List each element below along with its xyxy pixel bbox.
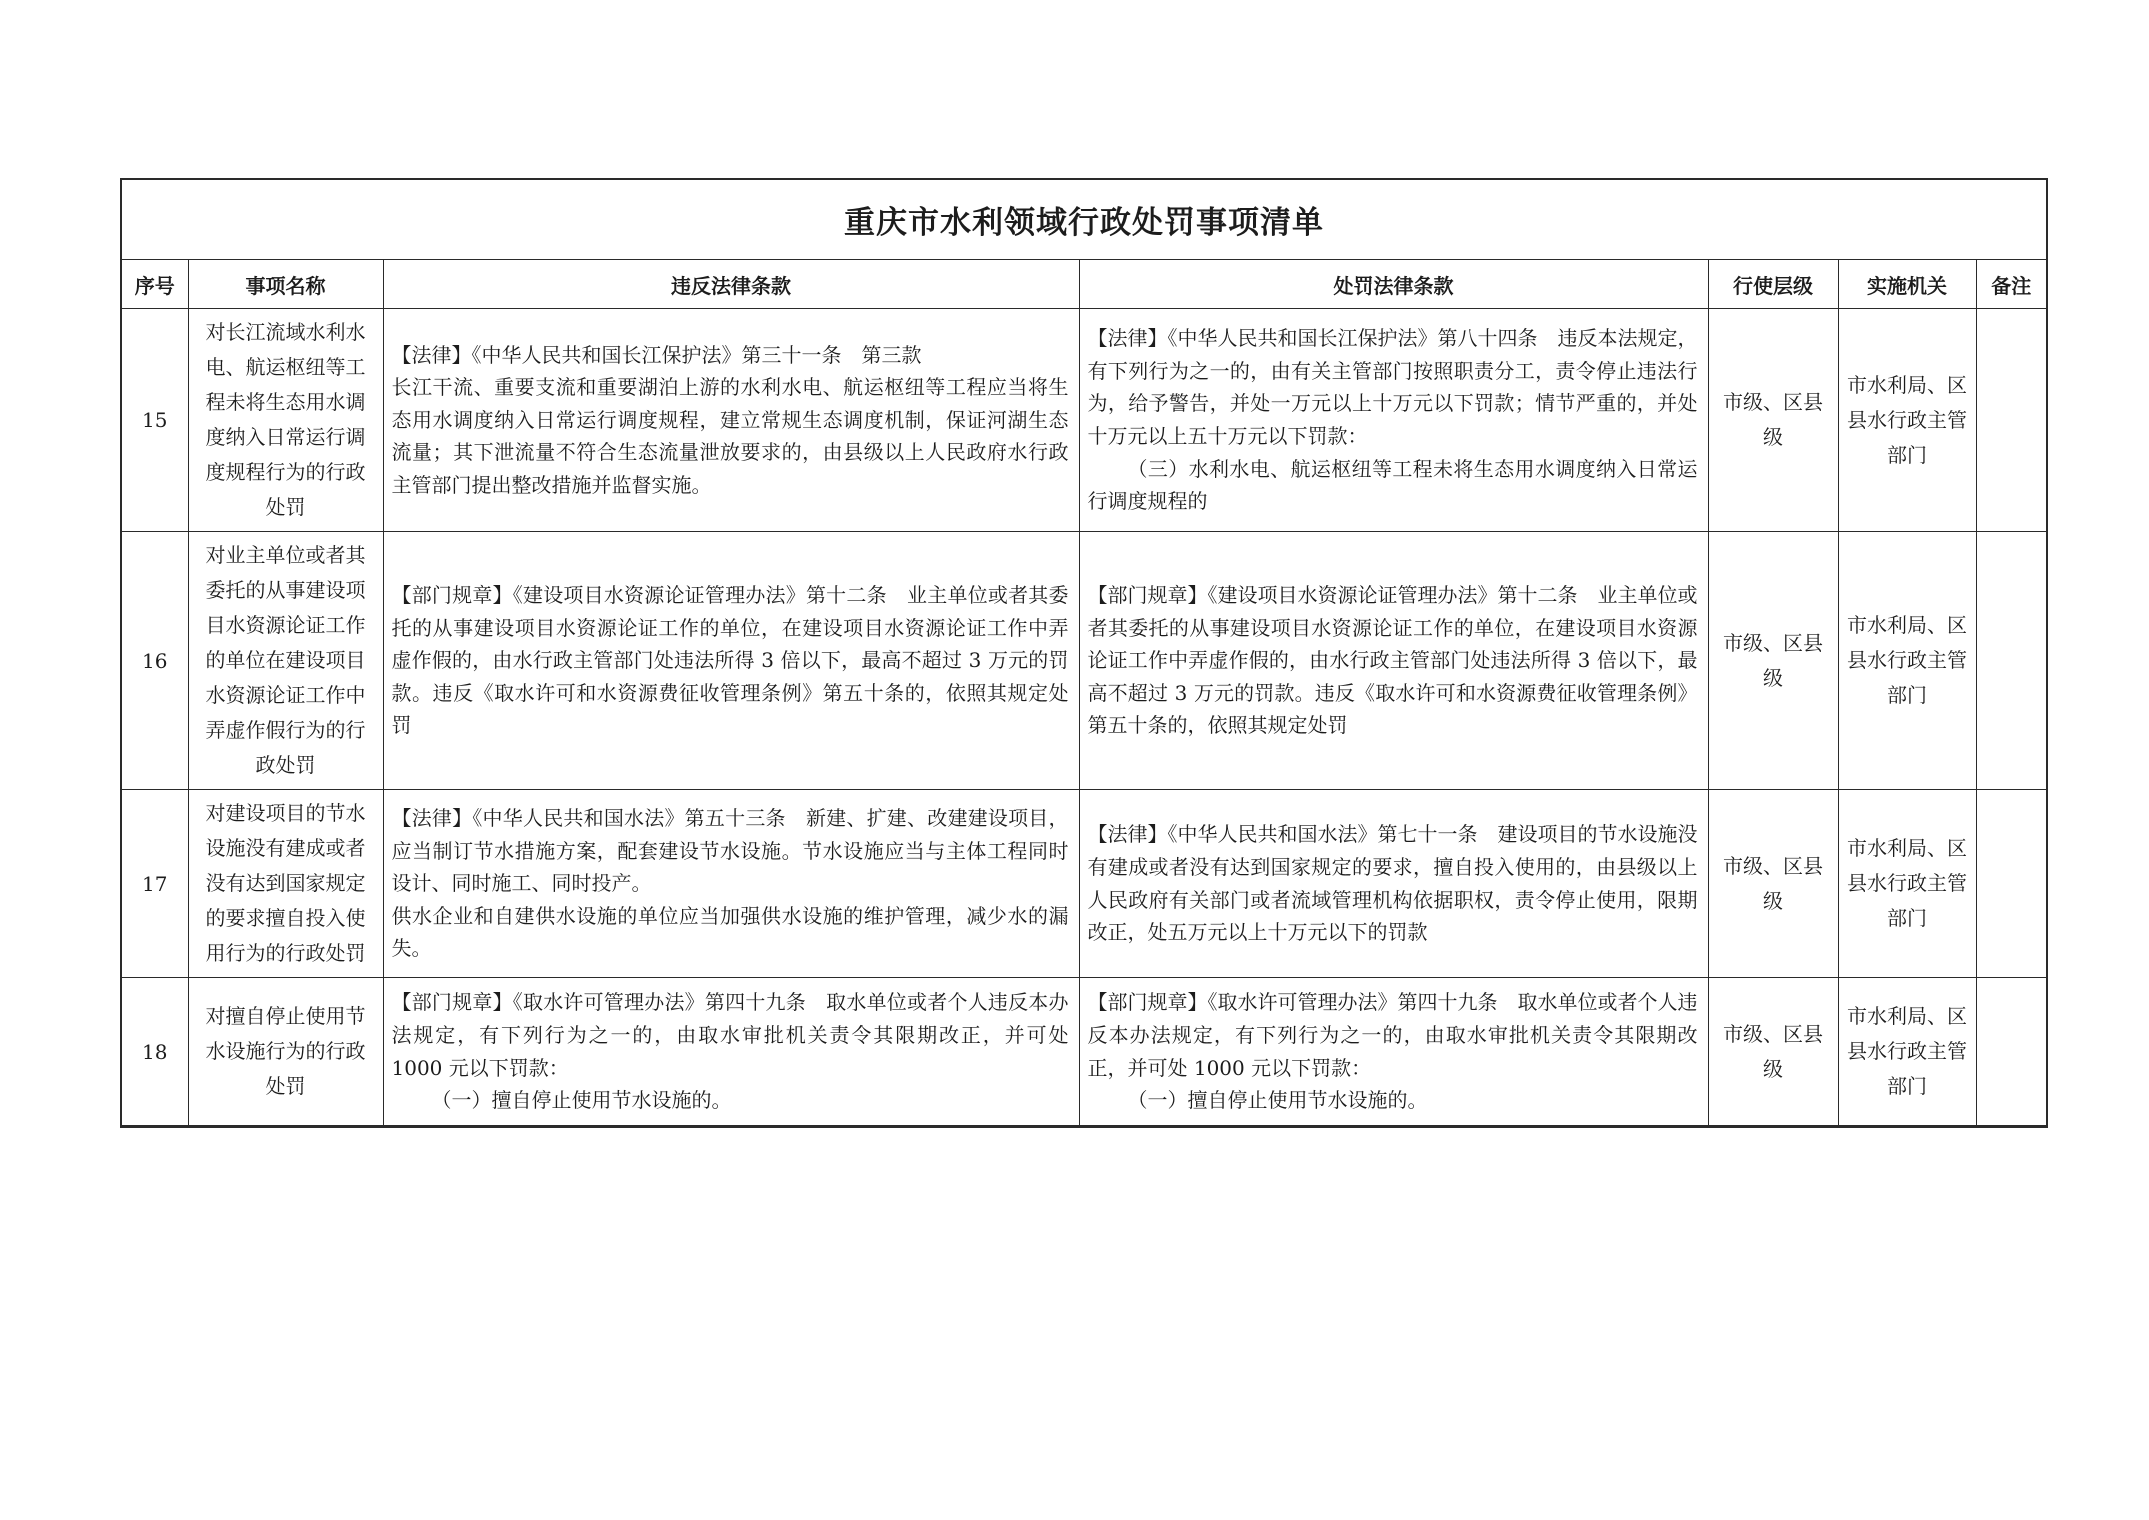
item-name-cell: 对长江流域水利水电、航运枢纽等工程未将生态用水调度纳入日常运行调度规程行为的行政处罚: [188, 309, 383, 532]
penalty-items-table: [120, 178, 2048, 1128]
col-header-exercise-level: 行使层级: [1708, 260, 1838, 309]
col-header-item-name: 事项名称: [188, 260, 383, 309]
page-title: 重庆市水利领域行政处罚事项清单: [121, 179, 2047, 260]
violation-paragraph: 【部门规章】《建设项目水资源论证管理办法》第十二条 业主单位或者其委托的从事建设项目水资源论证工作的单位，在建设项目水资源论证工作中弄虚作假的，由水行政主管部门处违法所得 3 倍以下，最高不超过 3 万元的罚款。违反《取水许可和水资源费征收管理条例》第五十条的，依照其规定处罚: [391, 583, 1069, 738]
violation-paragraph: （一）擅自停止使用节水设施的。: [431, 1088, 732, 1113]
item-name-cell: 对业主单位或者其委托的从事建设项目水资源论证工作的单位在建设项目水资源论证工作中弄虚作假行为的行政处罚: [188, 532, 383, 790]
penalty-paragraph: 【法律】《中华人民共和国长江保护法》第八十四条 违反本法规定，有下列行为之一的，由有关主管部门按照职责分工，责令停止违法行为，给予警告，并处一万元以上十万元以下罚款；情节严重的，并处十万元以上五十万元以下罚款：: [1087, 326, 1698, 448]
penalty-law-cell: [1079, 978, 1708, 1127]
violation-paragraph: 【部门规章】《取水许可管理办法》第四十九条 取水单位或者个人违反本办法规定，有下列行为之一的，由取水审批机关责令其限期改正，并可处 1000 元以下罚款：: [391, 990, 1069, 1080]
exercise-level-cell: 市级、区县级: [1708, 532, 1838, 790]
exercise-level-cell: 市级、区县级: [1708, 309, 1838, 532]
exercise-level-cell: 市级、区县级: [1708, 790, 1838, 978]
violation-law-cell: [383, 309, 1079, 532]
violation-paragraph: 【法律】《中华人民共和国长江保护法》第三十一条 第三款: [391, 342, 922, 367]
violation-law-cell: [383, 978, 1079, 1127]
violation-law-cell: [383, 532, 1079, 790]
col-header-seq: 序号: [121, 260, 188, 309]
item-name-cell: 对擅自停止使用节水设施行为的行政处罚: [188, 978, 383, 1127]
violation-paragraph: 供水企业和自建供水设施的单位应当加强供水设施的维护管理，减少水的漏失。: [391, 903, 1069, 961]
implementing-agency-cell: 市水利局、区县水行政主管部门: [1838, 309, 1976, 532]
table-row-15: [121, 309, 2047, 532]
remark-cell: [1976, 790, 2047, 978]
col-header-remark: 备注: [1976, 260, 2047, 309]
remark-cell: [1976, 978, 2047, 1127]
remark-cell: [1976, 532, 2047, 790]
violation-paragraph: 【法律】《中华人民共和国水法》第五十三条 新建、扩建、改建建设项目，应当制订节水措施方案，配套建设节水设施。节水设施应当与主体工程同时设计、同时施工、同时投产。: [391, 806, 1069, 896]
violation-law-cell: [383, 790, 1079, 978]
item-name-cell: 对建设项目的节水设施没有建成或者没有达到国家规定的要求擅自投入使用行为的行政处罚: [188, 790, 383, 978]
col-header-violation-law: 违反法律条款: [383, 260, 1079, 309]
table-row-17: [121, 790, 2047, 978]
table-header-row: [121, 260, 2047, 309]
col-header-penalty-law: 处罚法律条款: [1079, 260, 1708, 309]
penalty-law-cell: [1079, 790, 1708, 978]
penalty-paragraph: 【部门规章】《取水许可管理办法》第四十九条 取水单位或者个人违反本办法规定，有下列行为之一的，由取水审批机关责令其限期改正，并可处 1000 元以下罚款：: [1087, 990, 1698, 1080]
implementing-agency-cell: 市水利局、区县水行政主管部门: [1838, 790, 1976, 978]
title-row: [121, 179, 2047, 260]
remark-cell: [1976, 309, 2047, 532]
penalty-paragraph: 【部门规章】《建设项目水资源论证管理办法》第十二条 业主单位或者其委托的从事建设项目水资源论证工作的单位，在建设项目水资源论证工作中弄虚作假的，由水行政主管部门处违法所得 3 倍以下，最高不超过 3 万元的罚款。违反《取水许可和水资源费征收管理条例》第五十条的，依照其规定处罚: [1087, 583, 1698, 738]
violation-paragraph: 长江干流、重要支流和重要湖泊上游的水利水电、航运枢纽等工程应当将生态用水调度纳入日常运行调度规程，建立常规生态调度机制，保证河湖生态流量；其下泄流量不符合生态流量泄放要求的，由县级以上人民政府水行政主管部门提出整改措施并监督实施。: [391, 375, 1069, 497]
penalty-paragraph: （三）水利水电、航运枢纽等工程未将生态用水调度纳入日常运行调度规程的: [1087, 456, 1698, 514]
table-row-18: [121, 978, 2047, 1127]
seq-cell: 15: [121, 309, 188, 532]
seq-cell: 18: [121, 978, 188, 1127]
table-row-16: [121, 532, 2047, 790]
seq-cell: 17: [121, 790, 188, 978]
implementing-agency-cell: 市水利局、区县水行政主管部门: [1838, 978, 1976, 1127]
implementing-agency-cell: 市水利局、区县水行政主管部门: [1838, 532, 1976, 790]
exercise-level-cell: 市级、区县级: [1708, 978, 1838, 1127]
penalty-paragraph: 【法律】《中华人民共和国水法》第七十一条 建设项目的节水设施没有建成或者没有达到国家规定的要求，擅自投入使用的，由县级以上人民政府有关部门或者流域管理机构依据职权，责令停止使用，限期改正，处五万元以上十万元以下的罚款: [1087, 822, 1698, 945]
penalty-law-cell: [1079, 309, 1708, 532]
seq-cell: 16: [121, 532, 188, 790]
penalty-paragraph: （一）擅自停止使用节水设施的。: [1127, 1088, 1428, 1113]
penalty-law-cell: [1079, 532, 1708, 790]
col-header-implementing-agency: 实施机关: [1838, 260, 1976, 309]
